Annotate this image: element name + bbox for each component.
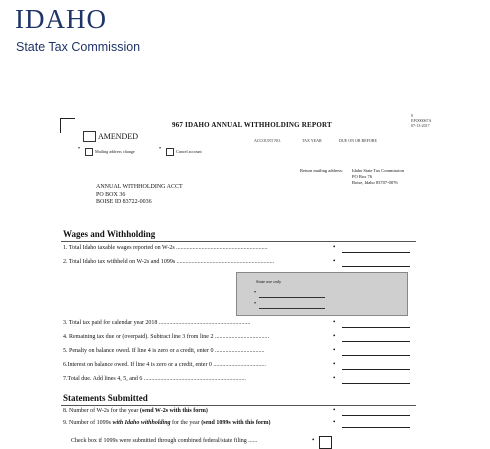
combined-filing-label: Check box if 1099s were submitted through combined federal/state filing ...... bbox=[71, 438, 258, 444]
combined-filing-checkbox[interactable] bbox=[319, 436, 332, 449]
cancel-account-checkbox[interactable] bbox=[166, 148, 174, 156]
amended-checkbox[interactable] bbox=[83, 131, 96, 142]
bullet-icon: • bbox=[333, 318, 336, 326]
line-7-field[interactable] bbox=[342, 383, 410, 384]
state-use-label: State use only bbox=[256, 279, 282, 284]
bullet-icon: • bbox=[333, 418, 336, 426]
tax-year-header: TAX YEAR bbox=[302, 138, 322, 143]
line-9-field[interactable] bbox=[342, 427, 410, 428]
section-divider bbox=[61, 405, 416, 406]
line-2-field[interactable] bbox=[342, 266, 410, 267]
mailing-change-label: Mailing address change bbox=[95, 149, 135, 154]
address-line: PO Box 76 bbox=[352, 174, 373, 179]
line-6-field[interactable] bbox=[342, 369, 410, 370]
line-9-label bbox=[63, 420, 271, 426]
form-number-line: 07-13-2017 bbox=[411, 123, 430, 128]
amended-label: AMENDED bbox=[98, 132, 138, 141]
address-line: Idaho State Tax Commission bbox=[352, 168, 404, 173]
line-6-label: 6.Interest on balance owed. If line 4 is zero or a credit, enter 0 ................................... bbox=[63, 362, 266, 368]
state-use-field[interactable] bbox=[259, 297, 325, 298]
line-2-label: 2. Total Idaho tax withheld on W-2s and 1099s ................................................................. bbox=[63, 259, 275, 265]
line-8-field[interactable] bbox=[342, 415, 410, 416]
line-9-text: for the year bbox=[170, 420, 202, 426]
line-3-field[interactable] bbox=[342, 327, 410, 328]
due-date-header: DUE ON OR BEFORE bbox=[339, 138, 377, 143]
line-4-field[interactable] bbox=[342, 341, 410, 342]
account-line: PO BOX 36 bbox=[96, 191, 126, 198]
line-1-field[interactable] bbox=[342, 252, 410, 253]
line-5-field[interactable] bbox=[342, 355, 410, 356]
state-use-field[interactable] bbox=[259, 308, 325, 309]
bullet-icon: • bbox=[312, 436, 315, 444]
line-9-text: 9. Number of 1099s bbox=[63, 420, 113, 426]
line-8-text: 8. Number of W-2s for the year bbox=[63, 408, 140, 414]
line-9-emphasis: with Idaho withholding bbox=[112, 420, 171, 426]
line-4-label: 4. Remaining tax due or (overpaid). Subtract line 3 from line 2 .................................... bbox=[63, 334, 269, 340]
bullet-icon: • bbox=[254, 290, 257, 296]
wages-heading: Wages and Withholding bbox=[63, 229, 156, 239]
bullet-icon: • bbox=[333, 332, 336, 340]
line-8-instruction: (send W-2s with this form) bbox=[139, 408, 208, 414]
bullet-icon: • bbox=[333, 257, 336, 265]
return-address bbox=[352, 168, 404, 186]
line-7-label: 7.Total due. Add lines 4, 5, and 6 .................................................................... bbox=[63, 376, 246, 382]
account-line: BOISE ID 83722-0036 bbox=[96, 199, 152, 205]
form-number-line: 0 bbox=[411, 113, 413, 118]
return-address-label: Return mailing address: bbox=[300, 168, 343, 173]
form-number bbox=[411, 113, 431, 128]
section-divider bbox=[61, 241, 416, 242]
form-title: 967 IDAHO ANNUAL WITHHOLDING REPORT bbox=[172, 121, 332, 129]
bullet-icon: • bbox=[333, 243, 336, 251]
account-line: ANNUAL WITHHOLDING ACCT bbox=[96, 184, 183, 190]
form-number-line: EFO00067A bbox=[411, 118, 432, 123]
logo-subtitle: State Tax Commission bbox=[16, 40, 141, 54]
bullet-icon: • bbox=[333, 406, 336, 414]
bullet-icon: • bbox=[159, 146, 162, 152]
line-9-instruction: (send 1099s with this form) bbox=[201, 420, 271, 426]
bullet-icon: • bbox=[254, 301, 257, 307]
bullet-icon: • bbox=[333, 374, 336, 382]
idaho-logo: IDAHO bbox=[15, 4, 107, 34]
line-8-label bbox=[63, 408, 208, 414]
form-corner-mark bbox=[60, 118, 75, 133]
statements-heading: Statements Submitted bbox=[63, 393, 148, 403]
cancel-account-label: Cancel account bbox=[176, 149, 202, 154]
line-5-label: 5. Penalty on balance owed. If line 4 is zero or a credit, enter 0 ................................. bbox=[63, 348, 265, 354]
bullet-icon: • bbox=[78, 146, 81, 152]
line-3-label: 3. Total tax paid for calendar year 2018 ............................................................. bbox=[63, 320, 251, 326]
bullet-icon: • bbox=[333, 346, 336, 354]
mailing-change-checkbox[interactable] bbox=[85, 148, 93, 156]
account-number-header: ACCOUNT NO. bbox=[254, 138, 282, 143]
line-1-label: 1. Total Idaho taxable wages reported on W-2s ............................................................. bbox=[63, 245, 268, 251]
address-line: Boise, Idaho 83707-0076 bbox=[352, 180, 398, 185]
bullet-icon: • bbox=[333, 360, 336, 368]
account-address bbox=[96, 184, 183, 207]
